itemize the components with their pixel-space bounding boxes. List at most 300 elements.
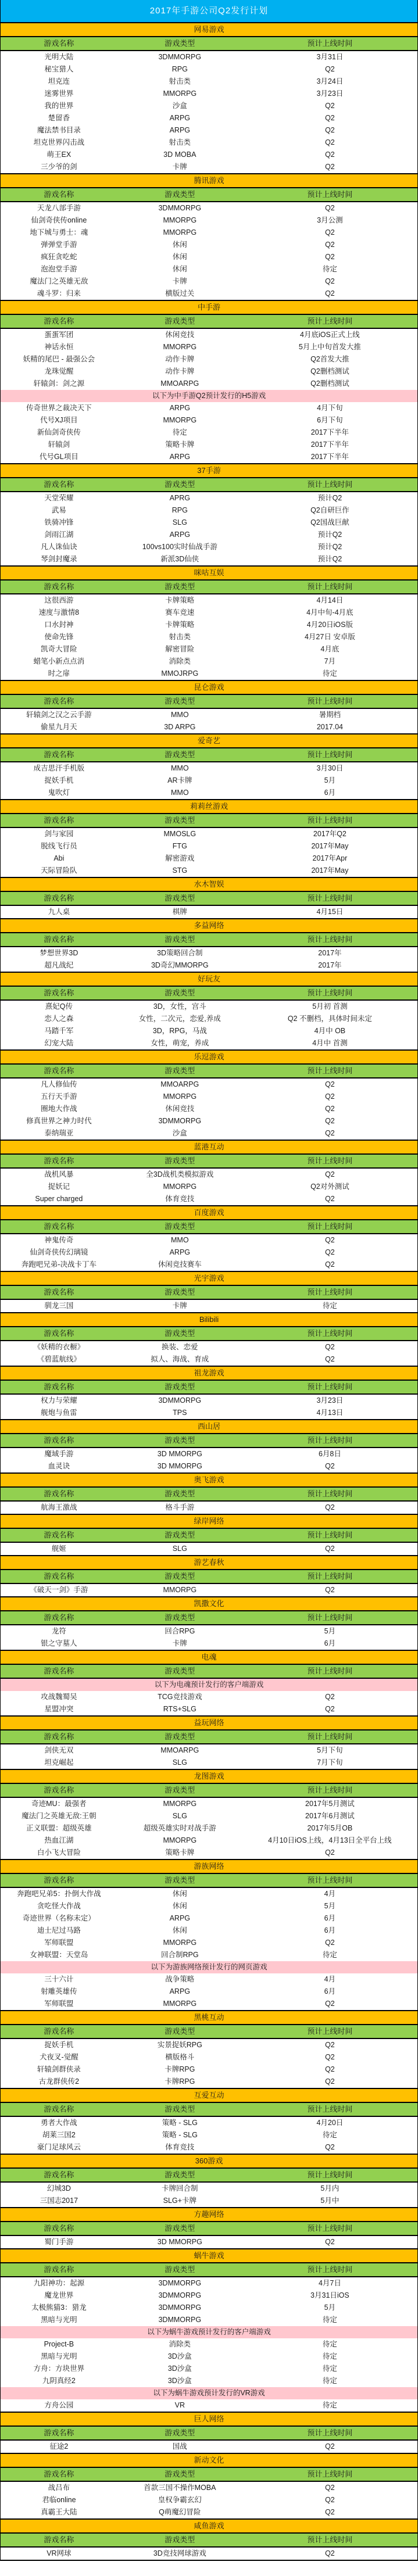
game-row <box>1 492 417 504</box>
game-row <box>1 865 417 877</box>
game-name-cell: 坦克连 <box>48 77 70 85</box>
column-header-date: 预计上线时间 <box>307 697 353 705</box>
game-date-cell: 6月 <box>324 1914 336 1922</box>
game-type-cell: MMOSLG <box>163 830 197 838</box>
game-type-cell: 卡牌 <box>172 277 187 285</box>
game-date-cell: Q2 <box>325 2508 335 2516</box>
company-header-row: 乐逗游戏 <box>1 1049 417 1065</box>
game-row <box>1 2129 417 2141</box>
company-header-row: 祖龙游戏 <box>1 1366 417 1381</box>
column-header-name: 游戏名称 <box>44 935 74 944</box>
company-header-row: 咸鱼游戏 <box>1 2518 417 2534</box>
game-name-cell: 魔龙世界 <box>44 2291 74 2299</box>
game-date-cell: 2017年May <box>311 866 349 875</box>
game-name-cell: 萌王EX <box>47 151 72 159</box>
game-date-cell: Q2 <box>325 2077 335 2086</box>
game-row <box>1 668 417 680</box>
company-header-row: 360游戏 <box>1 2154 417 2169</box>
game-name-cell: 代号XJ项目 <box>40 416 78 424</box>
game-type-cell: 100vs100实时仙战手游 <box>142 543 217 551</box>
note-row: 以下为蜗牛游戏预计发行的VR游戏 <box>1 2387 417 2399</box>
game-name-cell: 传奇世界之裁决天下 <box>26 404 92 412</box>
game-date-cell: 3月23日 <box>316 89 344 98</box>
game-row <box>1 414 417 427</box>
game-date-cell: Q2 <box>325 1170 335 1178</box>
company-header-row: 莉莉丝游戏 <box>1 799 417 814</box>
game-name-cell: 真霸王大陆 <box>41 2508 77 2516</box>
game-type-cell: 3D沙盒 <box>167 2377 192 2385</box>
game-row <box>1 1888 417 1900</box>
game-type-cell: 回合RPG <box>165 1627 195 1635</box>
game-date-cell: Q2国战巨献 <box>310 518 349 526</box>
game-date-cell: 2017下半年 <box>310 453 349 461</box>
game-date-cell: 待定 <box>322 669 337 678</box>
column-header-row <box>1 37 417 51</box>
note-row: 以下为中手游Q2预计发行的H5游戏 <box>1 390 417 402</box>
game-name-cell: 坦克世界闪击战 <box>33 138 85 146</box>
game-name-cell: 奔跑吧兄弟5：扑倒大作战 <box>17 1890 101 1898</box>
column-header-date: 预计上线时间 <box>307 1489 353 1498</box>
game-type-cell: 3D策略回合制 <box>157 949 203 957</box>
game-row <box>1 1638 417 1650</box>
game-name-cell: 蜀门手游 <box>44 2238 74 2246</box>
column-header-row <box>1 2025 417 2039</box>
company-header-row: 水木智娱 <box>1 877 417 892</box>
game-date-cell: 5月中 <box>320 2197 340 2205</box>
game-name-cell: 正义联盟：超级英雄 <box>26 1824 92 1832</box>
game-row <box>1 1835 417 1847</box>
game-name-cell: 太极熊猫3：猎龙 <box>31 2303 87 2312</box>
game-date-cell: 4月底 <box>320 645 340 653</box>
game-type-cell: 3D MOBA <box>163 151 197 159</box>
column-header-date: 预计上线时间 <box>307 2027 353 2036</box>
game-name-cell: 星盟冲突 <box>44 1705 74 1713</box>
column-header-type: 游戏类型 <box>165 894 195 902</box>
game-type-cell: MMORPG <box>163 1836 197 1844</box>
company-header-row: 方趣网络 <box>1 2207 417 2222</box>
game-name-cell: 九阴真经2 <box>42 2377 76 2385</box>
game-type-cell: SLG <box>172 518 187 526</box>
game-type-cell: 3DMMORPG <box>158 2279 202 2287</box>
game-row <box>1 553 417 565</box>
game-row <box>1 2302 417 2314</box>
game-date-cell: Q2 <box>325 151 335 159</box>
column-header-row <box>1 478 417 492</box>
column-header-type: 游戏类型 <box>165 2027 195 2036</box>
game-date-cell: Q2 <box>325 1105 335 1113</box>
game-row <box>1 1181 417 1193</box>
company-header-row: 咪咕互娱 <box>1 565 417 581</box>
column-header-date: 预计上线时间 <box>307 1732 353 1741</box>
game-date-cell: Q2 <box>325 2238 335 2246</box>
column-header-name: 游戏名称 <box>44 2428 74 2437</box>
game-name-cell: 使命先锋 <box>44 633 74 641</box>
game-date-cell: 6月 <box>324 1926 336 1934</box>
company-header-row: 游艺春秋 <box>1 1555 417 1570</box>
column-header-row <box>1 1286 417 1300</box>
game-type-cell: 3DMMORPG <box>158 204 202 212</box>
game-type-cell: 解密冒险 <box>165 645 195 653</box>
game-date-cell: Q2 <box>325 1260 335 1269</box>
game-name-cell: 白小飞大冒险 <box>37 1848 81 1857</box>
column-header-type: 游戏类型 <box>165 480 195 489</box>
game-date-cell: Q2 <box>325 2496 335 2504</box>
game-row <box>1 1300 417 1312</box>
game-date-cell: 预计Q2 <box>317 555 342 563</box>
game-date-cell: Q2 <box>325 204 335 212</box>
game-row <box>1 2314 417 2326</box>
game-name-cell: 仙剑奇侠传幻璃镜 <box>30 1248 88 1256</box>
company-header-row: 西山居 <box>1 1419 417 1434</box>
column-header-date: 预计上线时间 <box>307 2105 353 2113</box>
game-type-cell: 待定 <box>172 428 187 436</box>
column-header-type: 游戏类型 <box>165 2170 195 2179</box>
game-row <box>1 202 417 214</box>
company-header-row: 龙图游戏 <box>1 1769 417 1784</box>
game-date-cell: 4月中 首测 <box>312 1039 348 1047</box>
game-type-cell: SLG <box>172 1758 187 1767</box>
game-date-cell: 待定 <box>322 265 337 273</box>
game-row <box>1 1353 417 1366</box>
game-type-cell: 卡牌 <box>172 163 187 171</box>
game-type-cell: 回合制RPG <box>161 1951 199 1959</box>
game-row <box>1 1925 417 1937</box>
game-date-cell: 预计Q2 <box>317 531 342 539</box>
company-header-row: 多益网络 <box>1 918 417 933</box>
game-date-cell: Q2 <box>325 138 335 146</box>
company-header-row: Bilibili <box>1 1312 417 1327</box>
game-row <box>1 1543 417 1555</box>
game-type-cell: ARPG <box>169 126 191 134</box>
game-name-cell: 舰炮与鱼雷 <box>41 1409 77 1417</box>
game-type-cell: 国战 <box>172 2442 187 2450</box>
game-date-cell: 4月中旬-4月底 <box>306 608 353 617</box>
column-header-date: 预计上线时间 <box>307 1288 353 1296</box>
game-date-cell: 6月 <box>324 1639 336 1647</box>
game-name-cell: 口水封神 <box>44 621 74 629</box>
game-name-cell: 奇迹MU：最强者 <box>31 1800 87 1808</box>
game-row <box>1 1448 417 1460</box>
column-header-row <box>1 1731 417 1744</box>
game-date-cell: Q2 <box>325 102 335 110</box>
column-header-date: 预计上线时间 <box>307 1382 353 1391</box>
game-date-cell: 3月30日 <box>316 764 344 772</box>
game-type-cell: 全3D战机类模拟游戏 <box>146 1170 214 1178</box>
game-name-cell: 银之守墓人 <box>41 1639 77 1647</box>
game-name-cell: 魔法门之英雄无敌 <box>30 277 88 285</box>
game-name-cell: 妖精的尾巴 - 最强公会 <box>23 355 95 363</box>
company-header-row: 巨人网络 <box>1 2412 417 2427</box>
column-header-row <box>1 892 417 906</box>
game-name-cell: 捉妖手机 <box>44 2041 74 2049</box>
column-header-name: 游戏名称 <box>44 816 74 825</box>
game-name-cell: 蛋蛋军团 <box>44 331 74 339</box>
column-header-row <box>1 2263 417 2277</box>
game-date-cell: 5月上中旬首发大推 <box>298 343 361 351</box>
company-header-row: 37手游 <box>1 463 417 478</box>
game-type-cell: 超级英雄实时对战手游 <box>143 1824 216 1832</box>
game-date-cell: Q2删档测试 <box>310 379 349 388</box>
column-header-type: 游戏类型 <box>165 190 195 199</box>
game-date-cell: 2017下半年 <box>310 440 349 449</box>
game-type-cell: MMORPG <box>163 216 197 224</box>
game-type-cell: MMOJRPG <box>161 669 199 678</box>
game-type-cell: TPS <box>173 1409 187 1417</box>
column-header-row <box>1 2169 417 2183</box>
game-date-cell: 2017年6月测试 <box>305 1812 355 1820</box>
game-name-cell: 《碧蓝航线》 <box>37 1355 81 1363</box>
game-row <box>1 1025 417 1037</box>
company-header-row: 凯撒文化 <box>1 1596 417 1611</box>
game-date-cell: Q2 <box>325 1545 335 1553</box>
column-header-type: 游戏类型 <box>165 1489 195 1498</box>
column-header-name: 游戏名称 <box>44 1531 74 1539</box>
game-type-cell: ARPG <box>169 404 191 412</box>
game-row <box>1 263 417 275</box>
game-date-cell: Q2 <box>325 1195 335 1203</box>
game-type-cell: RTS+SLG <box>163 1705 197 1713</box>
column-header-date: 预计上线时间 <box>307 1786 353 1794</box>
game-name-cell: 黑暗与光明 <box>41 2352 77 2360</box>
column-header-date: 预计上线时间 <box>307 935 353 944</box>
column-header-type: 游戏类型 <box>165 1156 195 1165</box>
column-header-row <box>1 1874 417 1888</box>
game-type-cell: 卡牌RPG <box>165 2065 195 2073</box>
game-row <box>1 1259 417 1271</box>
game-name-cell: 轩辕剑 <box>48 440 70 449</box>
company-header-row: 游族网络 <box>1 1859 417 1874</box>
column-header-date: 预计上线时间 <box>307 1222 353 1231</box>
game-row <box>1 63 417 76</box>
column-header-name: 游戏名称 <box>44 1329 74 1338</box>
game-name-cell: 血灵诀 <box>48 1462 70 1470</box>
game-type-cell: ARPG <box>169 1248 191 1256</box>
game-date-cell: 5月 <box>324 1902 336 1910</box>
game-date-cell: 暑期档 <box>319 711 341 719</box>
column-header-row <box>1 814 417 828</box>
column-header-name: 游戏名称 <box>44 2265 74 2274</box>
game-name-cell: 代号GL项目 <box>40 453 78 461</box>
game-date-cell: Q2 <box>325 1586 335 1594</box>
game-name-cell: 龙符 <box>51 1627 66 1635</box>
game-name-cell: 迪士尼过马路 <box>37 1926 81 1934</box>
game-type-cell: 休闲 <box>172 1890 187 1898</box>
game-row <box>1 1949 417 1961</box>
game-type-cell: 消除类 <box>169 2340 191 2348</box>
game-date-cell: Q2 <box>325 1705 335 1713</box>
game-row <box>1 947 417 959</box>
game-type-cell: 3D MMORPG <box>157 1462 202 1470</box>
game-type-cell: ARPG <box>169 1987 191 1995</box>
game-type-cell: 3DMMORPG <box>158 1396 202 1405</box>
game-type-cell: MMOARPG <box>160 1746 199 1754</box>
note-row: 以下为蜗牛游戏预计发行的客户端游戏 <box>1 2326 417 2338</box>
column-header-type: 游戏类型 <box>165 1613 195 1622</box>
game-type-cell: STG <box>172 866 188 875</box>
column-header-name: 游戏名称 <box>44 2105 74 2113</box>
game-type-cell: 策略 - SLG <box>162 2119 198 2127</box>
game-type-cell: AR卡牌 <box>167 776 192 784</box>
game-type-cell: MMORPG <box>163 416 197 424</box>
game-row <box>1 775 417 787</box>
note-row: 以下为游族网络预计发行的网页游戏 <box>1 1961 417 1973</box>
game-type-cell: 3D竞技网球游戏 <box>153 2549 206 2557</box>
game-name-cell: 魔法禁书目录 <box>37 126 81 134</box>
column-header-type: 游戏类型 <box>165 39 195 48</box>
company-header-row: 蜗牛游戏 <box>1 2248 417 2263</box>
game-name-cell: 热血江湖 <box>44 1836 74 1844</box>
game-date-cell: Q2删档测试 <box>310 367 349 375</box>
game-date-cell: Q2首发大推 <box>310 355 349 363</box>
column-header-date: 预计上线时间 <box>307 1876 353 1884</box>
game-name-cell: VR网球 <box>47 2549 72 2557</box>
column-header-name: 游戏名称 <box>44 480 74 489</box>
game-type-cell: MMORPG <box>163 1939 197 1947</box>
game-date-cell: 4月 <box>324 1890 336 1898</box>
game-row <box>1 1169 417 1181</box>
game-date-cell: 5月 <box>324 1627 336 1635</box>
game-row <box>1 51 417 63</box>
game-row <box>1 1013 417 1025</box>
game-type-cell: 动作卡牌 <box>165 367 195 375</box>
game-row <box>1 1091 417 1103</box>
game-name-cell: 天际冒险队 <box>41 866 77 875</box>
game-row <box>1 353 417 366</box>
company-header-row: 奥飞游戏 <box>1 1472 417 1488</box>
game-type-cell: MMO <box>171 711 189 719</box>
game-name-cell: 《妖精的衣橱》 <box>33 1343 85 1351</box>
game-type-cell: MMORPG <box>163 228 197 237</box>
game-name-cell: 奔跑吧兄弟-决战卡丁车 <box>21 1260 97 1269</box>
game-date-cell: 待定 <box>322 2352 337 2360</box>
column-header-type: 游戏类型 <box>165 2535 195 2544</box>
game-name-cell: 神鬼传奇 <box>44 1236 74 1244</box>
column-header-row <box>1 1381 417 1395</box>
game-row <box>1 288 417 300</box>
game-type-cell: 消除类 <box>169 657 191 665</box>
game-row <box>1 762 417 775</box>
game-date-cell: 6月 <box>324 1987 336 1995</box>
game-type-cell: 女性，萌宠，养成 <box>151 1039 209 1047</box>
game-row <box>1 619 417 631</box>
game-date-cell: 预计Q2 <box>317 494 342 502</box>
game-name-cell: 琴剑封魔录 <box>41 555 77 563</box>
game-type-cell: 3D ARPG <box>164 723 196 731</box>
game-row <box>1 2506 417 2518</box>
game-row <box>1 906 417 918</box>
game-name-cell: 仙剑奇侠传online <box>31 216 87 224</box>
column-header-type: 游戏类型 <box>165 1732 195 1741</box>
column-header-row <box>1 2534 417 2548</box>
company-header-row: 好玩友 <box>1 972 417 987</box>
game-row <box>1 709 417 721</box>
game-name-cell: 古龙群侠传2 <box>38 2077 80 2086</box>
game-type-cell: 3D沙盒 <box>167 2364 192 2373</box>
game-type-cell: MMORPG <box>163 1183 197 1191</box>
game-row <box>1 2051 417 2063</box>
game-row <box>1 2076 417 2088</box>
game-name-cell: 天堂荣耀 <box>44 494 74 502</box>
game-row <box>1 1998 417 2010</box>
game-name-cell: 凡人修仙传 <box>41 1080 77 1088</box>
column-header-row <box>1 2427 417 2441</box>
company-header-row: 中手游 <box>1 300 417 315</box>
game-type-cell: ARPG <box>169 1914 191 1922</box>
game-date-cell: 2017年5月测试 <box>305 1800 355 1808</box>
game-row <box>1 137 417 149</box>
game-row <box>1 149 417 161</box>
game-row <box>1 1127 417 1140</box>
company-header-row: 新动文化 <box>1 2453 417 2468</box>
column-header-name: 游戏名称 <box>44 1288 74 1296</box>
column-header-name: 游戏名称 <box>44 39 74 48</box>
game-date-cell: 4月10日iOS上线，4月13日全平台上线 <box>268 1836 392 1844</box>
column-header-type: 游戏类型 <box>165 1531 195 1539</box>
game-type-cell: 休闲竞技赛车 <box>158 1260 202 1269</box>
game-name-cell: 光明大陆 <box>44 53 74 61</box>
game-row <box>1 1900 417 1912</box>
column-header-date: 预计上线时间 <box>307 1613 353 1622</box>
game-row <box>1 2236 417 2248</box>
company-header-row: 绿岸网络 <box>1 1514 417 1529</box>
game-row <box>1 1234 417 1246</box>
game-type-cell: VR <box>174 2401 185 2409</box>
game-name-cell: 方舟：方块世界 <box>33 2364 85 2373</box>
game-name-cell: 三十六计 <box>44 1975 74 1983</box>
company-header-row: 昆仑游戏 <box>1 680 417 695</box>
game-row <box>1 112 417 124</box>
game-date-cell: Q2 <box>325 1248 335 1256</box>
game-type-cell: ARPG <box>169 453 191 461</box>
game-type-cell: RPG <box>172 506 188 514</box>
column-header-row <box>1 748 417 762</box>
game-type-cell: 休闲竞技 <box>165 331 195 339</box>
game-row <box>1 607 417 619</box>
game-name-cell: 铁骑冲锋 <box>44 518 74 526</box>
game-row <box>1 2338 417 2351</box>
column-header-row <box>1 188 417 202</box>
company-header-row: 蓝港互动 <box>1 1140 417 1155</box>
game-date-cell: 4月 <box>324 1975 336 1983</box>
game-date-cell: 4月底iOS正式上线 <box>300 331 360 339</box>
game-name-cell: 疯狂贪吃蛇 <box>41 253 77 261</box>
game-date-cell: Q2 <box>325 1693 335 1701</box>
game-date-cell: 4月15日 <box>316 908 344 916</box>
column-header-date: 预计上线时间 <box>307 894 353 902</box>
game-type-cell: 3DMMORPG <box>158 2291 202 2299</box>
game-row <box>1 275 417 288</box>
game-name-cell: 恋人之森 <box>44 1015 74 1023</box>
column-header-type: 游戏类型 <box>165 750 195 759</box>
game-date-cell: 3月24日 <box>316 77 344 85</box>
game-date-cell: 2017年 <box>318 949 342 957</box>
game-row <box>1 2548 417 2560</box>
column-header-row <box>1 1665 417 1679</box>
game-name-cell: 轩辕剑之汉之云手游 <box>26 711 92 719</box>
column-header-type: 游戏类型 <box>165 582 195 591</box>
game-row <box>1 88 417 100</box>
game-row <box>1 329 417 341</box>
game-date-cell: Q2 <box>325 2143 335 2151</box>
game-date-cell: 待定 <box>322 2316 337 2324</box>
game-row <box>1 541 417 553</box>
column-header-name: 游戏名称 <box>44 1382 74 1391</box>
game-row <box>1 1341 417 1353</box>
column-header-type: 游戏类型 <box>165 1222 195 1231</box>
game-name-cell: 舰姬 <box>51 1545 66 1553</box>
game-date-cell: Q2 <box>325 1355 335 1363</box>
company-header-row: 互爱互动 <box>1 2088 417 2103</box>
